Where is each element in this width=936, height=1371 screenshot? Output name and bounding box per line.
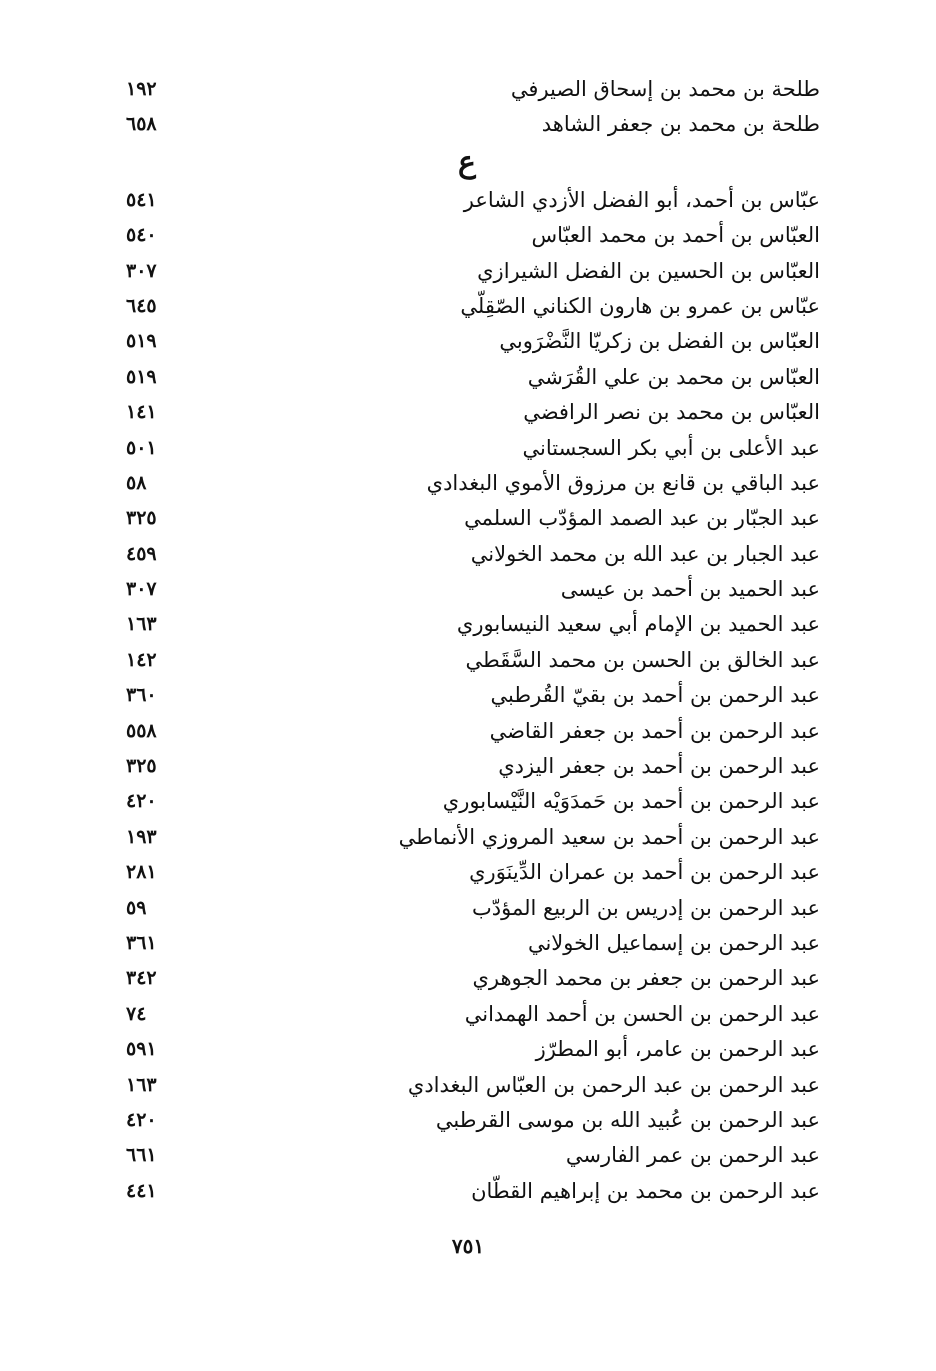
entry-name: عبد الرحمن بن محمد بن إبراهيم القطّان: [471, 1178, 820, 1203]
entry-name: عبد الرحمن بن أحمد بن حَمدَوَيْه النَّيْسابوري: [442, 789, 820, 814]
entry-page-number: ٦٤٥: [126, 294, 157, 317]
entry-page-number: ١٩٣: [126, 825, 157, 848]
entry-name: عبد الرحمن بن إسماعيل الخولاني: [527, 930, 820, 955]
entry-name: عبد الرحمن بن أحمد بن بقيّ القُرطبي: [490, 683, 820, 708]
entry-name: عبد الرحمن بن عامر، أبو المطرّز: [535, 1037, 820, 1062]
entry-page-number: ٤٤١: [126, 1179, 157, 1202]
entry-page-number: ٥١٩: [126, 330, 157, 353]
entry-page-number: ٦٦١: [126, 1144, 157, 1167]
index-entry: [110, 643, 820, 678]
index-entry: [110, 360, 820, 395]
entry-page-number: ٥١٩: [126, 365, 157, 388]
entry-page-number: ٥٥٨: [126, 719, 157, 742]
entry-page-number: ٣٠٧: [126, 578, 157, 601]
index-entry: [110, 961, 820, 996]
entry-name: عبد الرحمن بن أحمد بن عمران الدِّينَوَري: [469, 860, 820, 885]
entry-name: عبّاس بن عمرو بن هارون الكناني الصّقِلّي: [460, 293, 820, 318]
entry-name: عبد الحميد بن الإمام أبي سعيد النيسابوري: [456, 612, 820, 637]
index-entry: [110, 254, 820, 289]
entry-name: عبد الرحمن بن أحمد بن جعفر اليزدي: [498, 754, 820, 779]
entry-page-number: ٣٢٥: [126, 507, 157, 530]
entry-page-number: ٤٥٩: [126, 542, 157, 565]
entry-name: العبّاس بن الحسين بن الفضل الشيرازي: [477, 258, 820, 283]
entry-name: عبد الرحمن بن أحمد بن سعيد المروزي الأنماطي: [398, 824, 820, 849]
section-heading: [110, 143, 820, 183]
index-entry: [110, 183, 820, 218]
index-entry: [110, 926, 820, 961]
index-entry: [110, 537, 820, 572]
index-entry: [110, 855, 820, 890]
index-entry: [110, 1068, 820, 1103]
entry-page-number: ٧٤: [126, 1002, 147, 1025]
entry-name: عبد الحميد بن أحمد بن عيسى: [560, 577, 820, 602]
entry-name: عبد الرحمن بن الحسن بن أحمد الهمداني: [464, 1001, 820, 1026]
entry-name: عبد الجبّار بن عبد الصمد المؤدّب السلمي: [464, 506, 820, 531]
entry-name: عبد الرحمن بن إدريس بن الربيع المؤدّب: [472, 895, 820, 920]
entry-name: العبّاس بن أحمد بن محمد العبّاس: [531, 223, 820, 248]
index-entry: [110, 891, 820, 926]
entry-name: طلحة بن محمد بن إسحاق الصيرفي: [510, 77, 820, 101]
index-entry: [110, 501, 820, 536]
index-entry: [110, 784, 820, 819]
entry-page-number: ٣٦٠: [126, 684, 157, 707]
index-entry: [110, 714, 820, 749]
entry-name: طلحة بن محمد بن جعفر الشاهد: [541, 112, 820, 137]
entry-name: عبد الرحمن بن جعفر بن محمد الجوهري: [472, 966, 820, 991]
entry-name: عبد الرحمن بن عمر الفارسي: [565, 1143, 820, 1168]
entry-page-number: ٦٥٨: [126, 113, 157, 136]
entry-page-number: ٥٤١: [126, 188, 157, 211]
entry-page-number: ٥٠١: [126, 436, 157, 459]
top-rows: [110, 72, 820, 143]
index-entry: [110, 218, 820, 253]
entry-name: عبد الرحمن بن عُبيد الله بن موسى القرطبي: [435, 1107, 820, 1132]
index-list: [110, 72, 820, 1209]
entry-page-number: ١٩٢: [126, 78, 157, 100]
entry-page-number: ٣٢٥: [126, 755, 157, 778]
entry-page-number: ١٤٢: [126, 648, 157, 671]
index-entry: [110, 466, 820, 501]
index-entry: [110, 289, 820, 324]
entry-page-number: ٥٤٠: [126, 224, 157, 247]
entry-name: عبّاس بن أحمد، أبو الفضل الأزدي الشاعر: [463, 187, 820, 212]
entry-page-number: ١٦٣: [126, 613, 157, 636]
entry-name: العبّاس بن محمد بن علي القُرَشي: [527, 364, 820, 389]
index-entry: [110, 1032, 820, 1067]
entry-page-number: ٤٢٠: [126, 1108, 157, 1131]
index-entry: [110, 607, 820, 642]
entry-page-number: ٥٨: [126, 471, 147, 494]
index-entry: [110, 1138, 820, 1173]
entry-name: عبد الأعلى بن أبي بكر السجستاني: [522, 435, 820, 460]
page-number: ٧٥١: [451, 1234, 485, 1258]
index-entry: [110, 1103, 820, 1138]
index-entry: [110, 324, 820, 359]
entry-name: عبد الجبار بن عبد الله بن محمد الخولاني: [470, 541, 820, 566]
entry-page-number: ٥٩: [126, 896, 147, 919]
index-entry: [110, 572, 820, 607]
entry-page-number: ٢٨١: [126, 861, 157, 884]
entry-page-number: ٣٠٧: [126, 259, 157, 282]
index-entry: [110, 678, 820, 713]
index-entry: [110, 107, 820, 142]
entry-page-number: ٤٢٠: [126, 790, 157, 813]
index-entry: [110, 72, 820, 107]
entry-name: العبّاس بن محمد بن نصر الرافضي: [523, 400, 820, 425]
index-entry: [110, 395, 820, 430]
index-entry: [110, 1174, 820, 1209]
entry-page-number: ١٦٣: [126, 1073, 157, 1096]
entry-page-number: ٥٩١: [126, 1038, 157, 1061]
entry-name: عبد الرحمن بن أحمد بن جعفر القاضي: [489, 718, 820, 743]
index-entry: [110, 431, 820, 466]
index-entry: [110, 820, 820, 855]
entry-name: عبد الباقي بن قانع بن مرزوق الأموي البغدادي: [426, 470, 820, 495]
main-rows: [110, 183, 820, 1209]
index-entry: [110, 749, 820, 784]
section-letter: ع: [458, 144, 476, 180]
entry-name: عبد الرحمن بن عبد الرحمن بن العبّاس البغدادي: [407, 1072, 820, 1097]
entry-page-number: ١٤١: [126, 401, 157, 424]
index-entry: [110, 997, 820, 1032]
entry-page-number: ٣٤٢: [126, 967, 157, 990]
entry-page-number: ٣٦١: [126, 931, 157, 954]
entry-name: عبد الخالق بن الحسن بن محمد السَّقَطي: [465, 647, 820, 672]
entry-name: العبّاس بن الفضل بن زكريّا النَّضْرَوبي: [499, 329, 820, 354]
